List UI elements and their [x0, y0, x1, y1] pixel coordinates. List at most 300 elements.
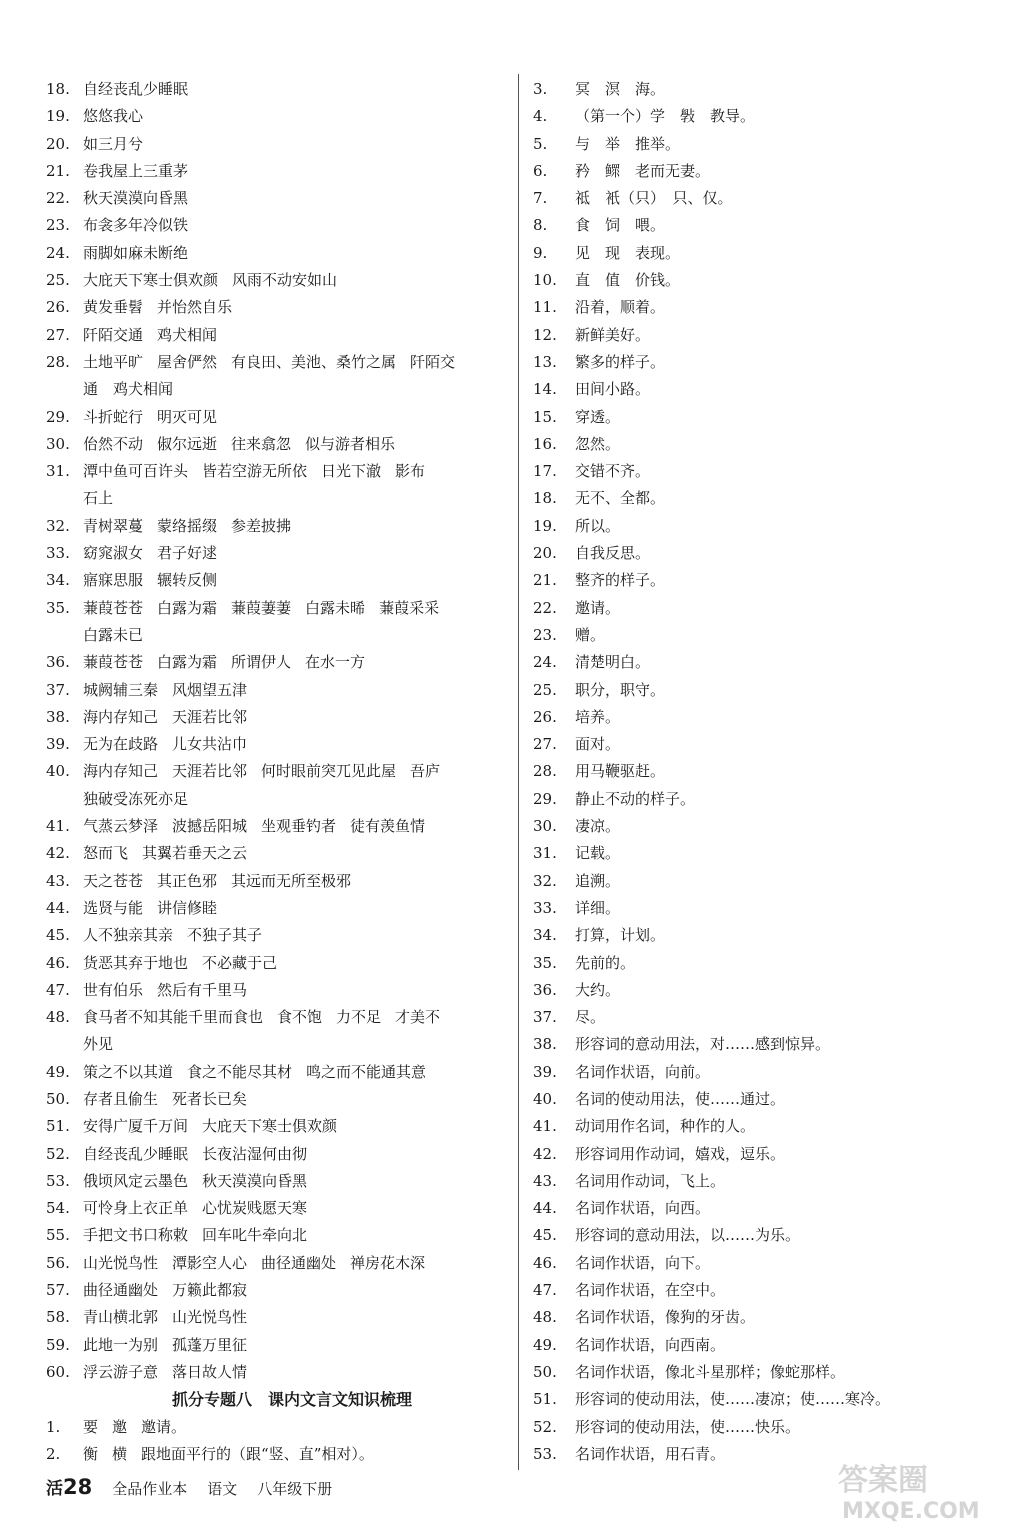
- item-number: 15.: [533, 407, 557, 426]
- item-text: 面对。: [575, 735, 621, 754]
- item-number: 24.: [533, 653, 557, 672]
- item-number: 13.: [533, 352, 557, 371]
- item-phrase: 死者长已矣: [172, 1089, 248, 1108]
- item-phrase: 寤寐思服: [83, 571, 144, 590]
- item-text: 食 饲 喂。: [575, 216, 666, 235]
- item-phrase: 影布: [395, 462, 426, 481]
- item-number: 41.: [46, 817, 70, 836]
- item-phrase: 不必藏于己: [202, 953, 278, 972]
- item-phrase: 其远而无所至极邪: [231, 871, 352, 890]
- item-phrase: 风烟望五津: [172, 680, 248, 699]
- list-item: [533, 1195, 1003, 1222]
- item-number: 21.: [46, 161, 70, 180]
- list-item: [46, 1168, 508, 1195]
- item-phrase: 气蒸云梦泽: [83, 817, 159, 836]
- item-number: 28.: [533, 762, 557, 781]
- item-phrase: 食之不能尽其材: [187, 1062, 293, 1081]
- item-phrase: 所谓伊人: [231, 653, 292, 672]
- item-phrase: 往来翕忽: [231, 434, 292, 453]
- item-number: 21.: [533, 571, 557, 590]
- item-number: 26.: [533, 707, 557, 726]
- item-text: 赠。: [575, 625, 606, 644]
- item-text: 形容词的使动用法，使……快乐。: [575, 1417, 801, 1436]
- item-phrase: 曲径通幽处: [83, 1281, 159, 1300]
- item-phrase: 蒹葭采采: [379, 598, 440, 617]
- list-item: [533, 349, 1003, 376]
- item-phrase: 跟地面平行的（跟“竖、直”相对）。: [141, 1444, 374, 1463]
- item-phrase: 俶尔远逝: [157, 434, 218, 453]
- item-number: 2.: [46, 1444, 61, 1463]
- list-item: [46, 1332, 508, 1359]
- item-continuation: 外见: [83, 1035, 114, 1054]
- item-number: 50.: [46, 1089, 70, 1108]
- item-text: 邀请。: [575, 598, 621, 617]
- item-number: 49.: [533, 1335, 557, 1354]
- item-phrase: 孤蓬万里征: [172, 1335, 248, 1354]
- item-phrase: 青山横北郭: [83, 1308, 159, 1327]
- list-item: [533, 103, 1003, 130]
- item-text: [83, 567, 508, 594]
- item-phrase: 儿女共沾巾: [172, 735, 248, 754]
- item-text: [83, 1222, 508, 1249]
- item-text: 冥 溟 海。: [575, 80, 666, 98]
- item-phrase: 斗折蛇行: [83, 407, 144, 426]
- item-phrase: 才美不: [395, 1008, 441, 1027]
- item-text: 职分，职守。: [575, 680, 666, 699]
- list-item: [46, 731, 508, 758]
- list-item: [46, 540, 508, 567]
- item-number: 43.: [46, 871, 70, 890]
- item-text: [83, 458, 508, 485]
- item-phrase: 潭中鱼可百许头: [83, 462, 189, 481]
- item-number: 44.: [533, 1199, 557, 1218]
- item-phrase: 天涯若比邻: [172, 762, 248, 781]
- item-number: 8.: [533, 216, 548, 235]
- item-phrase: 安得广厦千万间: [83, 1117, 189, 1136]
- list-item: [46, 103, 508, 130]
- list-item: [533, 404, 1003, 431]
- item-number: 47.: [533, 1281, 557, 1300]
- item-text: 名词的使动用法，使……通过。: [575, 1089, 786, 1108]
- item-phrase: 黄发垂髫: [83, 298, 144, 317]
- list-item: [533, 622, 1003, 649]
- item-text: [83, 1332, 508, 1359]
- item-text: 新鲜美好。: [575, 325, 651, 344]
- item-phrase: 吾庐: [410, 762, 441, 781]
- list-item: [533, 1004, 1003, 1031]
- item-phrase: 蒹葭苍苍: [83, 653, 144, 672]
- item-number: 56.: [46, 1253, 70, 1272]
- item-phrase: 蒹葭苍苍: [83, 598, 144, 617]
- item-number: 9.: [533, 243, 548, 262]
- list-item: [46, 1250, 508, 1277]
- list-item: [46, 1441, 508, 1468]
- item-number: 51.: [533, 1390, 557, 1409]
- item-phrase: 曲径通幽处: [261, 1253, 337, 1272]
- item-phrase: 货恶其弃于地也: [83, 953, 189, 972]
- list-item: [46, 131, 508, 158]
- list-item: [533, 185, 1003, 212]
- list-item: [46, 1222, 508, 1249]
- item-phrase: 横: [112, 1444, 128, 1463]
- list-item: [46, 1195, 508, 1222]
- item-text: 形容词用作动词，嬉戏，逗乐。: [575, 1144, 786, 1163]
- list-item: [533, 813, 1003, 840]
- list-item: [533, 677, 1003, 704]
- item-text: [83, 158, 508, 185]
- item-text: 自我反思。: [575, 544, 651, 563]
- item-number: 39.: [46, 735, 70, 754]
- list-item: [533, 431, 1003, 458]
- item-phrase: 何时眼前突兀见此屋: [261, 762, 397, 781]
- item-phrase: 选贤与能: [83, 898, 144, 917]
- item-phrase: 鸡犬相闻: [157, 325, 218, 344]
- item-phrase: 窈窕淑女: [83, 544, 144, 563]
- item-text: 打算，计划。: [575, 926, 666, 945]
- item-phrase: 日光下澈: [321, 462, 382, 481]
- item-number: 48.: [533, 1308, 557, 1327]
- item-number: 24.: [46, 243, 70, 262]
- item-number: 5.: [533, 134, 548, 153]
- item-phrase: 浮云游子意: [83, 1362, 159, 1381]
- item-number: 49.: [46, 1062, 70, 1081]
- item-number: 19.: [533, 516, 557, 535]
- item-phrase: 怒而飞: [83, 844, 129, 863]
- list-item: [46, 240, 508, 267]
- list-item: [46, 1086, 508, 1113]
- list-item: [46, 267, 508, 294]
- item-text: [83, 404, 508, 431]
- list-item: [46, 431, 508, 458]
- item-phrase: 秋天漠漠向昏黑: [202, 1171, 308, 1190]
- item-text: 凄凉。: [575, 817, 621, 836]
- item-phrase: 俄顷风定云墨色: [83, 1171, 189, 1190]
- section-title: 抓分专题八 课内文言文知识梳理: [171, 1390, 412, 1410]
- item-text: [83, 1277, 508, 1304]
- item-number: 37.: [46, 680, 70, 699]
- item-number: 59.: [46, 1335, 70, 1354]
- item-text: 用马鞭驱赶。: [575, 762, 666, 781]
- item-phrase: 屋舍俨然: [157, 352, 218, 371]
- item-number: 46.: [46, 953, 70, 972]
- list-item: [533, 567, 1003, 594]
- item-phrase: 此地一为别: [83, 1335, 159, 1354]
- item-number: 10.: [533, 271, 557, 290]
- item-phrase: 蒹葭萋萋: [231, 598, 292, 617]
- list-item: [533, 131, 1003, 158]
- item-text: 名词作状语，在空中。: [575, 1281, 726, 1300]
- list-item: [46, 349, 508, 376]
- item-phrase: 海内存知己: [83, 762, 159, 781]
- list-item: [533, 1086, 1003, 1113]
- item-number: 16.: [533, 434, 557, 453]
- item-text: 追溯。: [575, 871, 621, 890]
- item-text: 名词作状语，向西。: [575, 1199, 711, 1218]
- list-item: [533, 212, 1003, 239]
- item-text: 忽然。: [575, 434, 621, 453]
- list-item: [46, 322, 508, 349]
- item-number: 52.: [533, 1417, 557, 1436]
- item-text: [83, 431, 508, 458]
- item-continuation: 白露未已: [83, 625, 144, 644]
- item-number: 17.: [533, 462, 557, 481]
- list-item: [533, 322, 1003, 349]
- item-number: 42.: [533, 1144, 557, 1163]
- item-phrase: 邀请。: [141, 1417, 187, 1436]
- item-number: 50.: [533, 1362, 557, 1381]
- item-number: 35.: [46, 598, 70, 617]
- item-phrase: 策之不以其道: [83, 1062, 174, 1081]
- item-phrase: 徒有羡鱼情: [350, 817, 426, 836]
- list-item: [533, 158, 1003, 185]
- item-text: 详细。: [575, 898, 621, 917]
- list-item: [533, 704, 1003, 731]
- item-number: 18.: [533, 489, 557, 508]
- item-phrase: 万籁此都寂: [172, 1281, 248, 1300]
- item-continuation: 独破受冻死亦足: [83, 789, 189, 808]
- list-item: [46, 76, 508, 103]
- list-item: [46, 1141, 508, 1168]
- item-text: [83, 813, 508, 840]
- item-text: [83, 185, 508, 212]
- list-item: [46, 813, 508, 840]
- list-item: [46, 595, 508, 622]
- item-phrase: 辗转反侧: [157, 571, 218, 590]
- list-item: [533, 840, 1003, 867]
- item-text: 形容词的意动用法，对……感到惊异。: [575, 1035, 831, 1054]
- item-phrase: 自经丧乱少睡眠: [83, 1144, 189, 1163]
- list-item: [533, 950, 1003, 977]
- list-item: [533, 513, 1003, 540]
- item-number: 58.: [46, 1308, 70, 1327]
- item-number: 32.: [533, 871, 557, 890]
- list-item: [46, 677, 508, 704]
- item-number: 35.: [533, 953, 557, 972]
- item-text: 整齐的样子。: [575, 571, 666, 590]
- item-number: 34.: [46, 571, 70, 590]
- left-column: [46, 76, 508, 1468]
- item-number: 40.: [533, 1089, 557, 1108]
- svg-text:答案圈: 答案圈: [838, 1463, 928, 1498]
- item-phrase: 食马者不知其能千里而食也: [83, 1008, 264, 1027]
- item-text: [83, 595, 508, 622]
- list-item: [46, 758, 508, 785]
- list-item: [46, 895, 508, 922]
- item-text: 穿透。: [575, 407, 621, 426]
- item-text: 名词用作动词，飞上。: [575, 1171, 726, 1190]
- item-number: 33.: [533, 898, 557, 917]
- item-phrase: 衡: [83, 1444, 99, 1463]
- list-item: [533, 868, 1003, 895]
- list-item: [533, 267, 1003, 294]
- item-text: 记载。: [575, 844, 621, 863]
- list-item: [46, 458, 508, 485]
- item-text: [83, 840, 508, 867]
- list-item: [46, 567, 508, 594]
- item-phrase: 皆若空游无所依: [202, 462, 308, 481]
- item-text: 祗 衹（只） 只、仅。: [575, 189, 733, 208]
- list-item: [533, 540, 1003, 567]
- item-phrase: 海内存知己: [83, 707, 159, 726]
- item-number: 29.: [533, 789, 557, 808]
- item-number: 42.: [46, 844, 70, 863]
- page-footer: [46, 1474, 352, 1499]
- item-text: 名词作状语，像北斗星那样；像蛇那样。: [575, 1362, 846, 1381]
- list-item: [46, 1304, 508, 1331]
- item-text: 大约。: [575, 980, 621, 999]
- item-number: 33.: [46, 544, 70, 563]
- item-text: [83, 649, 508, 676]
- item-phrase: 山光悦鸟性: [83, 1253, 159, 1272]
- list-item: [533, 1059, 1003, 1086]
- item-phrase: 其正色邪: [157, 871, 218, 890]
- list-item: [46, 158, 508, 185]
- item-phrase: 其翼若垂天之云: [142, 844, 248, 863]
- item-text: [83, 977, 508, 1004]
- item-text: 交错不齐。: [575, 462, 651, 481]
- item-phrase: 秋天漠漠向昏黑: [83, 189, 189, 208]
- item-phrase: 有良田、美池、桑竹之属: [231, 352, 397, 371]
- item-number: 4.: [533, 107, 548, 126]
- item-phrase: 长夜沾湿何由彻: [202, 1144, 308, 1163]
- item-number: 45.: [533, 1226, 557, 1245]
- list-item: [533, 1332, 1003, 1359]
- list-item: [46, 1059, 508, 1086]
- item-phrase: 蒙络摇缀: [157, 516, 218, 535]
- item-number: 27.: [46, 325, 70, 344]
- item-number: 22.: [533, 598, 557, 617]
- item-text: [83, 1113, 508, 1140]
- list-item: [46, 704, 508, 731]
- item-phrase: 卷我屋上三重茅: [83, 161, 189, 180]
- item-text: [83, 76, 508, 103]
- item-number: 55.: [46, 1226, 70, 1245]
- list-item: [533, 1222, 1003, 1249]
- list-item: [46, 1414, 508, 1441]
- item-phrase: 并怡然自乐: [157, 298, 233, 317]
- item-number: 30.: [533, 817, 557, 836]
- list-item: [46, 868, 508, 895]
- list-item: [533, 731, 1003, 758]
- item-text: 沿着，顺着。: [575, 298, 666, 317]
- item-phrase: 雨脚如麻未断绝: [83, 243, 189, 262]
- list-item: [46, 922, 508, 949]
- item-text: [83, 677, 508, 704]
- item-text: [83, 240, 508, 267]
- item-text: 繁多的样子。: [575, 352, 666, 371]
- item-number: 25.: [533, 680, 557, 699]
- item-text: [83, 1195, 508, 1222]
- list-item: [533, 649, 1003, 676]
- item-phrase: 潭影空人心: [172, 1253, 248, 1272]
- item-phrase: 不独子其子: [187, 926, 263, 945]
- item-phrase: 人不独亲其亲: [83, 926, 174, 945]
- item-phrase: 似与游者相乐: [305, 434, 396, 453]
- item-number: 19.: [46, 107, 70, 126]
- item-continuation: 石上: [83, 489, 114, 508]
- item-text: [83, 212, 508, 239]
- item-number: 23.: [46, 216, 70, 235]
- item-text: 无不、全都。: [575, 489, 666, 508]
- item-phrase: 天之苍苍: [83, 871, 144, 890]
- item-text: 动词用作名词，种作的人。: [575, 1117, 756, 1136]
- item-number: 14.: [533, 380, 557, 399]
- item-phrase: 食不饱: [277, 1008, 323, 1027]
- item-number: 57.: [46, 1281, 70, 1300]
- item-number: 40.: [46, 762, 70, 781]
- list-item: [46, 649, 508, 676]
- item-phrase: 心忧炭贱愿天寒: [202, 1199, 308, 1218]
- list-item: [533, 1250, 1003, 1277]
- list-item: [533, 485, 1003, 512]
- item-number: 27.: [533, 735, 557, 754]
- item-phrase: 天涯若比邻: [172, 707, 248, 726]
- item-phrase: 世有伯乐: [83, 980, 144, 999]
- list-item: [533, 786, 1003, 813]
- list-item: [533, 1304, 1003, 1331]
- list-item: [533, 240, 1003, 267]
- list-item: [533, 595, 1003, 622]
- item-number: 41.: [533, 1117, 557, 1136]
- list-item: [46, 950, 508, 977]
- item-text: 静止不动的样子。: [575, 789, 696, 808]
- item-number: 3.: [533, 80, 548, 98]
- right-column: [533, 76, 1003, 1468]
- item-phrase: 讲信修睦: [157, 898, 218, 917]
- item-phrase: 白露为霜: [157, 653, 218, 672]
- item-number: 31.: [533, 844, 557, 863]
- item-phrase: 悠悠我心: [83, 107, 144, 126]
- item-phrase: 可怜身上衣正单: [83, 1199, 189, 1218]
- item-number: 20.: [533, 544, 557, 563]
- item-phrase: 白露未晞: [305, 598, 366, 617]
- item-number: 1.: [46, 1417, 61, 1436]
- item-number: 11.: [533, 298, 557, 317]
- item-text: [83, 267, 508, 294]
- item-text: 直 值 价钱。: [575, 271, 681, 290]
- list-item: [533, 376, 1003, 403]
- item-text: [83, 1304, 508, 1331]
- item-phrase: 阡陌交: [410, 352, 456, 371]
- item-text: [83, 895, 508, 922]
- list-item: [533, 76, 1003, 103]
- list-item: [46, 1004, 508, 1031]
- item-phrase: 邀: [112, 1417, 128, 1436]
- item-phrase: 阡陌交通: [83, 325, 144, 344]
- page-number: 28: [63, 1475, 93, 1499]
- item-number: 38.: [46, 707, 70, 726]
- list-item: [46, 1359, 508, 1386]
- item-number: 30.: [46, 434, 70, 453]
- item-phrase: 鸣之而不能通其意: [306, 1062, 427, 1081]
- item-text: 培养。: [575, 707, 621, 726]
- item-text: [83, 294, 508, 321]
- list-item: [533, 1168, 1003, 1195]
- item-text: [83, 513, 508, 540]
- list-item: [533, 1141, 1003, 1168]
- footer-prefix: 活: [46, 1479, 63, 1499]
- item-number: 38.: [533, 1035, 557, 1054]
- item-phrase: 存者且偷生: [83, 1089, 159, 1108]
- item-number: 48.: [46, 1008, 70, 1027]
- item-number: 53.: [46, 1171, 70, 1190]
- item-number: 12.: [533, 325, 557, 344]
- item-text: 与 举 推举。: [575, 134, 681, 153]
- item-phrase: 明灭可见: [157, 407, 218, 426]
- grade-label: 八年级下册: [257, 1480, 333, 1498]
- list-item: [46, 1113, 508, 1140]
- item-text: [83, 131, 508, 158]
